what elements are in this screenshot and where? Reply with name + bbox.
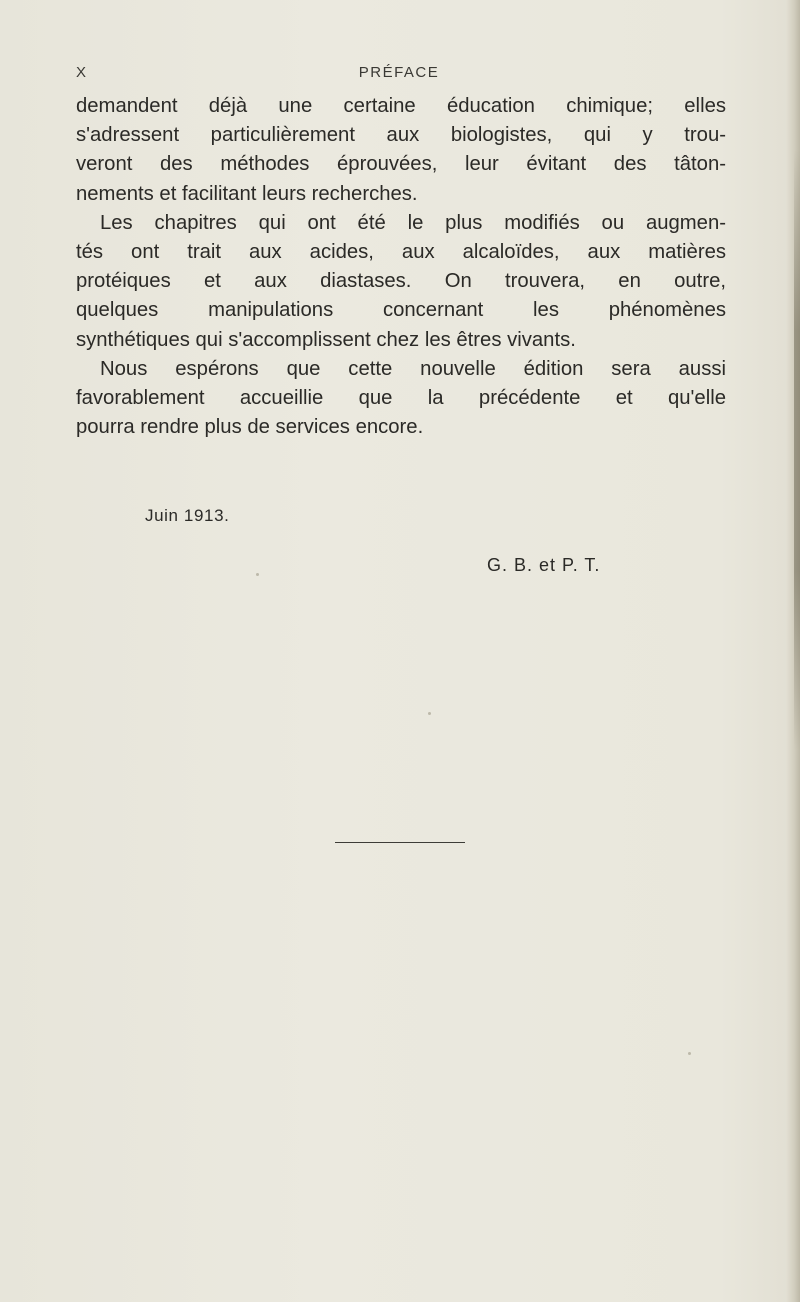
- text-line: veront des méthodes éprouvées, leur évitant des tâton-: [76, 153, 726, 176]
- paragraph-start-line: Nous espérons que cette nouvelle édition sera aussi: [100, 357, 726, 380]
- text-line: pourra rendre plus de services encore.: [76, 416, 424, 439]
- text-line: demandent déjà une certaine éducation chimique; elles: [76, 95, 726, 117]
- text-line: synthétiques qui s'accomplissent chez les êtres vivants.: [76, 328, 576, 351]
- text-line: favorablement accueillie que la précédente et qu'elle: [76, 387, 726, 410]
- end-rule-divider: [335, 842, 465, 843]
- running-title: PRÉFACE: [358, 64, 440, 81]
- text-line: protéiques et aux diastases. On trouvera, en outre,: [76, 270, 726, 293]
- binding-shadow: [794, 150, 800, 750]
- text-line: quelques manipulations concernant les phénomènes: [76, 299, 726, 322]
- paragraph-start-line: Les chapitres qui ont été le plus modifiés ou augmen-: [100, 211, 726, 234]
- page-header: [76, 64, 722, 88]
- paper-speck: [256, 573, 259, 576]
- preface-body: [76, 92, 726, 442]
- text-line: nements et facilitant leurs recherches.: [76, 182, 418, 205]
- preface-date: Juin 1913.: [145, 506, 230, 525]
- text-line: tés ont trait aux acides, aux alcaloïdes, aux matières: [76, 241, 726, 264]
- text-line: s'adressent particulièrement aux biologistes, qui y trou-: [76, 124, 726, 147]
- paper-speck: [428, 712, 431, 715]
- author-signature: G. B. et P. T.: [487, 555, 601, 575]
- paper-speck: [688, 1052, 691, 1055]
- page-number: X: [76, 64, 88, 81]
